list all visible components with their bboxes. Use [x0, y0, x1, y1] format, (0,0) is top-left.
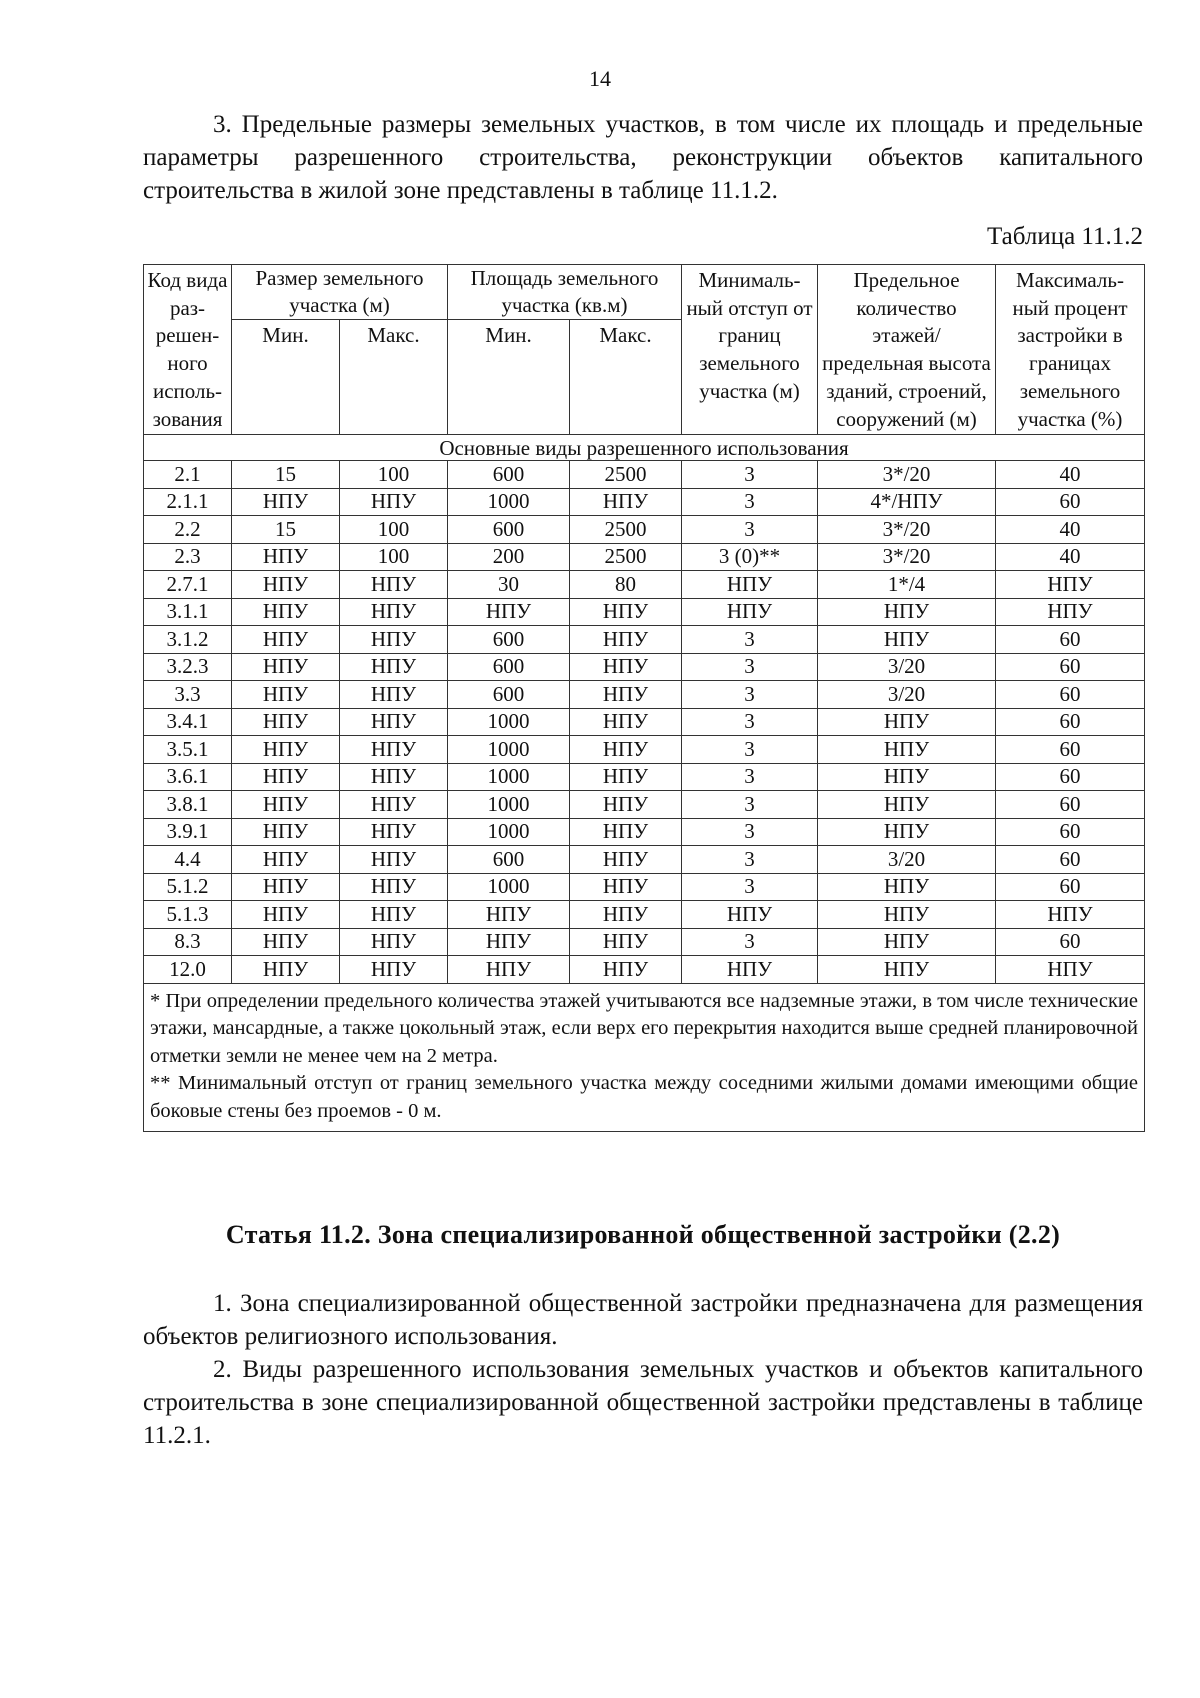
cell-floors-height: 1*/4 [818, 571, 996, 599]
cell-area-max: НПУ [570, 818, 682, 846]
cell-area-min: 1000 [448, 736, 570, 764]
cell-size-max: НПУ [340, 901, 448, 929]
table-row [144, 818, 1145, 846]
cell-code: 3.2.3 [144, 653, 232, 681]
cell-area-min: 600 [448, 681, 570, 709]
cell-floors-height: НПУ [818, 708, 996, 736]
parameters-table [143, 264, 1145, 1132]
cell-code: 3.8.1 [144, 791, 232, 819]
cell-setback: 3 [682, 873, 818, 901]
cell-area-min: НПУ [448, 598, 570, 626]
cell-area-max: НПУ [570, 873, 682, 901]
table-row [144, 763, 1145, 791]
cell-area-max: НПУ [570, 736, 682, 764]
cell-setback: 3 [682, 791, 818, 819]
cell-setback: 3 [682, 681, 818, 709]
cell-coverage: НПУ [996, 956, 1145, 984]
cell-setback: 3 [682, 736, 818, 764]
cell-coverage: 60 [996, 736, 1145, 764]
cell-area-max: НПУ [570, 653, 682, 681]
cell-size-min: НПУ [232, 488, 340, 516]
cell-size-max: НПУ [340, 736, 448, 764]
cell-floors-height: НПУ [818, 626, 996, 654]
cell-setback: НПУ [682, 956, 818, 984]
cell-code: 3.1.2 [144, 626, 232, 654]
cell-floors-height: НПУ [818, 736, 996, 764]
cell-setback: 3 [682, 626, 818, 654]
note-floors: * При определении предельного количества этажей учитываются все надземные этажи, в том числе технические этажи, мансардные, а также цокольный этаж, если верх его перекрытия находится выше средней планировочной отметки земли не менее чем на 2 метра. [150, 989, 1138, 1067]
cell-setback: 3 [682, 708, 818, 736]
table-row [144, 791, 1145, 819]
article-paragraph-2 [143, 1353, 1143, 1452]
note-setback: ** Минимальный отступ от границ земельного участка между соседними жилыми домами имеющими общие боковые стены без проемов - 0 м. [150, 1072, 1138, 1122]
cell-area-max: НПУ [570, 901, 682, 929]
header-size-max: Макс. [340, 320, 448, 435]
cell-coverage: 60 [996, 681, 1145, 709]
cell-size-max: НПУ [340, 653, 448, 681]
cell-size-min: НПУ [232, 598, 340, 626]
cell-area-min: 1000 [448, 708, 570, 736]
cell-setback: НПУ [682, 598, 818, 626]
cell-coverage: 60 [996, 626, 1145, 654]
cell-coverage: 60 [996, 873, 1145, 901]
cell-code: 2.1 [144, 461, 232, 489]
header-min-setback: Минималь-ный отступ от границ земельного участка (м) [682, 265, 818, 435]
cell-size-min: НПУ [232, 901, 340, 929]
cell-setback: 3 [682, 516, 818, 544]
cell-area-max: НПУ [570, 488, 682, 516]
cell-floors-height: НПУ [818, 598, 996, 626]
header-code: Код вида раз-решен-ного исполь-зования [144, 265, 232, 435]
cell-area-max: 2500 [570, 461, 682, 489]
cell-setback: НПУ [682, 901, 818, 929]
cell-area-max: НПУ [570, 763, 682, 791]
cell-area-max: НПУ [570, 791, 682, 819]
cell-code: 2.1.1 [144, 488, 232, 516]
table-row [144, 571, 1145, 599]
header-plot-area: Площадь земельного участка (кв.м) [448, 265, 682, 320]
cell-code: 3.4.1 [144, 708, 232, 736]
cell-area-min: НПУ [448, 901, 570, 929]
table-row [144, 488, 1145, 516]
cell-size-min: НПУ [232, 956, 340, 984]
cell-area-max: НПУ [570, 956, 682, 984]
section-row [144, 435, 1145, 461]
cell-area-max: НПУ [570, 681, 682, 709]
intro-paragraph-text: 3. Предельные размеры земельных участков, в том числе их площадь и предельные параметры разрешенного строительства, реконструкции объектов капитального строительства в жилой зоне представлены в таблице 11.1.2. [143, 111, 1143, 204]
cell-size-max: НПУ [340, 708, 448, 736]
cell-floors-height: НПУ [818, 901, 996, 929]
cell-size-max: 100 [340, 516, 448, 544]
cell-code: 3.9.1 [144, 818, 232, 846]
cell-size-min: 15 [232, 516, 340, 544]
cell-coverage: 40 [996, 461, 1145, 489]
cell-coverage: 60 [996, 818, 1145, 846]
cell-size-max: НПУ [340, 681, 448, 709]
cell-code: 5.1.3 [144, 901, 232, 929]
cell-setback: 3 [682, 763, 818, 791]
cell-size-max: НПУ [340, 571, 448, 599]
cell-coverage: 60 [996, 488, 1145, 516]
cell-code: 3.6.1 [144, 763, 232, 791]
header-max-coverage: Максималь-ный процент застройки в границах земельного участка (%) [996, 265, 1145, 435]
cell-floors-height: НПУ [818, 763, 996, 791]
cell-area-min: 600 [448, 516, 570, 544]
cell-setback: 3 [682, 488, 818, 516]
cell-area-min: 1000 [448, 488, 570, 516]
cell-size-min: НПУ [232, 653, 340, 681]
cell-size-max: НПУ [340, 598, 448, 626]
notes-row [144, 983, 1145, 1132]
cell-coverage: 60 [996, 928, 1145, 956]
cell-size-max: 100 [340, 461, 448, 489]
section-title: Основные виды разрешенного использования [144, 435, 1145, 461]
cell-code: 2.7.1 [144, 571, 232, 599]
intro-paragraph [143, 108, 1143, 207]
header-area-min: Мин. [448, 320, 570, 435]
cell-floors-height: НПУ [818, 873, 996, 901]
cell-size-min: НПУ [232, 928, 340, 956]
cell-area-min: 200 [448, 543, 570, 571]
cell-area-min: 600 [448, 626, 570, 654]
cell-area-min: 1000 [448, 873, 570, 901]
cell-code: 3.1.1 [144, 598, 232, 626]
cell-setback: 3 [682, 818, 818, 846]
cell-area-min: 600 [448, 653, 570, 681]
cell-size-max: НПУ [340, 956, 448, 984]
cell-floors-height: 4*/НПУ [818, 488, 996, 516]
cell-size-max: НПУ [340, 791, 448, 819]
cell-code: 2.2 [144, 516, 232, 544]
cell-size-min: НПУ [232, 791, 340, 819]
cell-coverage: НПУ [996, 598, 1145, 626]
cell-code: 2.3 [144, 543, 232, 571]
cell-floors-height: 3/20 [818, 653, 996, 681]
cell-area-min: 1000 [448, 818, 570, 846]
cell-coverage: 40 [996, 543, 1145, 571]
cell-area-max: 2500 [570, 516, 682, 544]
table-row [144, 928, 1145, 956]
cell-size-min: НПУ [232, 708, 340, 736]
table-row [144, 901, 1145, 929]
cell-coverage: 60 [996, 791, 1145, 819]
cell-size-max: НПУ [340, 763, 448, 791]
table-row [144, 653, 1145, 681]
cell-area-min: НПУ [448, 956, 570, 984]
cell-size-min: НПУ [232, 626, 340, 654]
cell-size-min: НПУ [232, 681, 340, 709]
table-body [144, 435, 1145, 984]
cell-setback: 3 (0)** [682, 543, 818, 571]
cell-size-max: НПУ [340, 626, 448, 654]
cell-size-min: НПУ [232, 736, 340, 764]
table-row [144, 708, 1145, 736]
table-row [144, 461, 1145, 489]
cell-size-min: НПУ [232, 818, 340, 846]
header-area-max: Макс. [570, 320, 682, 435]
cell-coverage: 60 [996, 653, 1145, 681]
header-size-min: Мин. [232, 320, 340, 435]
cell-area-min: 1000 [448, 791, 570, 819]
cell-setback: 3 [682, 928, 818, 956]
cell-size-min: НПУ [232, 571, 340, 599]
table-row [144, 516, 1145, 544]
cell-floors-height: НПУ [818, 791, 996, 819]
cell-floors-height: НПУ [818, 956, 996, 984]
cell-floors-height: 3*/20 [818, 461, 996, 489]
page-number: 14 [589, 66, 611, 91]
cell-area-max: НПУ [570, 708, 682, 736]
cell-area-min: 1000 [448, 763, 570, 791]
table-row [144, 681, 1145, 709]
cell-size-max: НПУ [340, 928, 448, 956]
cell-area-max: НПУ [570, 598, 682, 626]
cell-setback: 3 [682, 653, 818, 681]
cell-size-max: 100 [340, 543, 448, 571]
cell-coverage: 60 [996, 708, 1145, 736]
table-row [144, 626, 1145, 654]
cell-code: 5.1.2 [144, 873, 232, 901]
cell-code: 3.5.1 [144, 736, 232, 764]
cell-size-max: НПУ [340, 873, 448, 901]
cell-code: 4.4 [144, 846, 232, 874]
cell-area-max: 2500 [570, 543, 682, 571]
cell-area-min: НПУ [448, 928, 570, 956]
cell-coverage: 40 [996, 516, 1145, 544]
cell-setback: 3 [682, 846, 818, 874]
cell-area-max: НПУ [570, 928, 682, 956]
cell-area-min: 600 [448, 461, 570, 489]
header-plot-size: Размер земельного участка (м) [232, 265, 448, 320]
article-paragraph-1-text: 1. Зона специализированной общественной застройки предназначена для размещения объектов религиозного использования. [143, 1290, 1143, 1350]
cell-size-max: НПУ [340, 846, 448, 874]
cell-coverage: НПУ [996, 901, 1145, 929]
cell-area-min: 30 [448, 571, 570, 599]
cell-code: 3.3 [144, 681, 232, 709]
cell-coverage: 60 [996, 763, 1145, 791]
cell-size-min: НПУ [232, 763, 340, 791]
cell-area-min: 600 [448, 846, 570, 874]
cell-floors-height: 3*/20 [818, 516, 996, 544]
cell-code: 12.0 [144, 956, 232, 984]
cell-area-max: НПУ [570, 846, 682, 874]
cell-setback: 3 [682, 461, 818, 489]
cell-size-max: НПУ [340, 488, 448, 516]
cell-floors-height: НПУ [818, 818, 996, 846]
cell-floors-height: 3/20 [818, 846, 996, 874]
article-paragraph-1 [143, 1287, 1143, 1353]
cell-size-max: НПУ [340, 818, 448, 846]
cell-coverage: 60 [996, 846, 1145, 874]
cell-area-max: 80 [570, 571, 682, 599]
header-floors-height: Предельное количество этажей/ предельная высота зданий, строений, сооружений (м) [818, 265, 996, 435]
article-heading: Статья 11.2. Зона специализированной общественной застройки (2.2) [225, 1220, 1061, 1249]
table-row [144, 598, 1145, 626]
cell-floors-height: НПУ [818, 928, 996, 956]
cell-coverage: НПУ [996, 571, 1145, 599]
cell-size-min: 15 [232, 461, 340, 489]
cell-area-max: НПУ [570, 626, 682, 654]
cell-floors-height: 3*/20 [818, 543, 996, 571]
article-paragraph-2-text: 2. Виды разрешенного использования земельных участков и объектов капитального строительства в зоне специализированной общественной застройки представлены в таблице 11.2.1. [143, 1356, 1143, 1449]
table-caption: Таблица 11.1.2 [987, 223, 1143, 250]
table-row [144, 736, 1145, 764]
table-row [144, 543, 1145, 571]
cell-size-min: НПУ [232, 543, 340, 571]
table-row [144, 846, 1145, 874]
table-row [144, 956, 1145, 984]
table-notes [144, 983, 1145, 1132]
cell-code: 8.3 [144, 928, 232, 956]
table-row [144, 873, 1145, 901]
cell-floors-height: 3/20 [818, 681, 996, 709]
cell-size-min: НПУ [232, 846, 340, 874]
cell-setback: НПУ [682, 571, 818, 599]
cell-size-min: НПУ [232, 873, 340, 901]
